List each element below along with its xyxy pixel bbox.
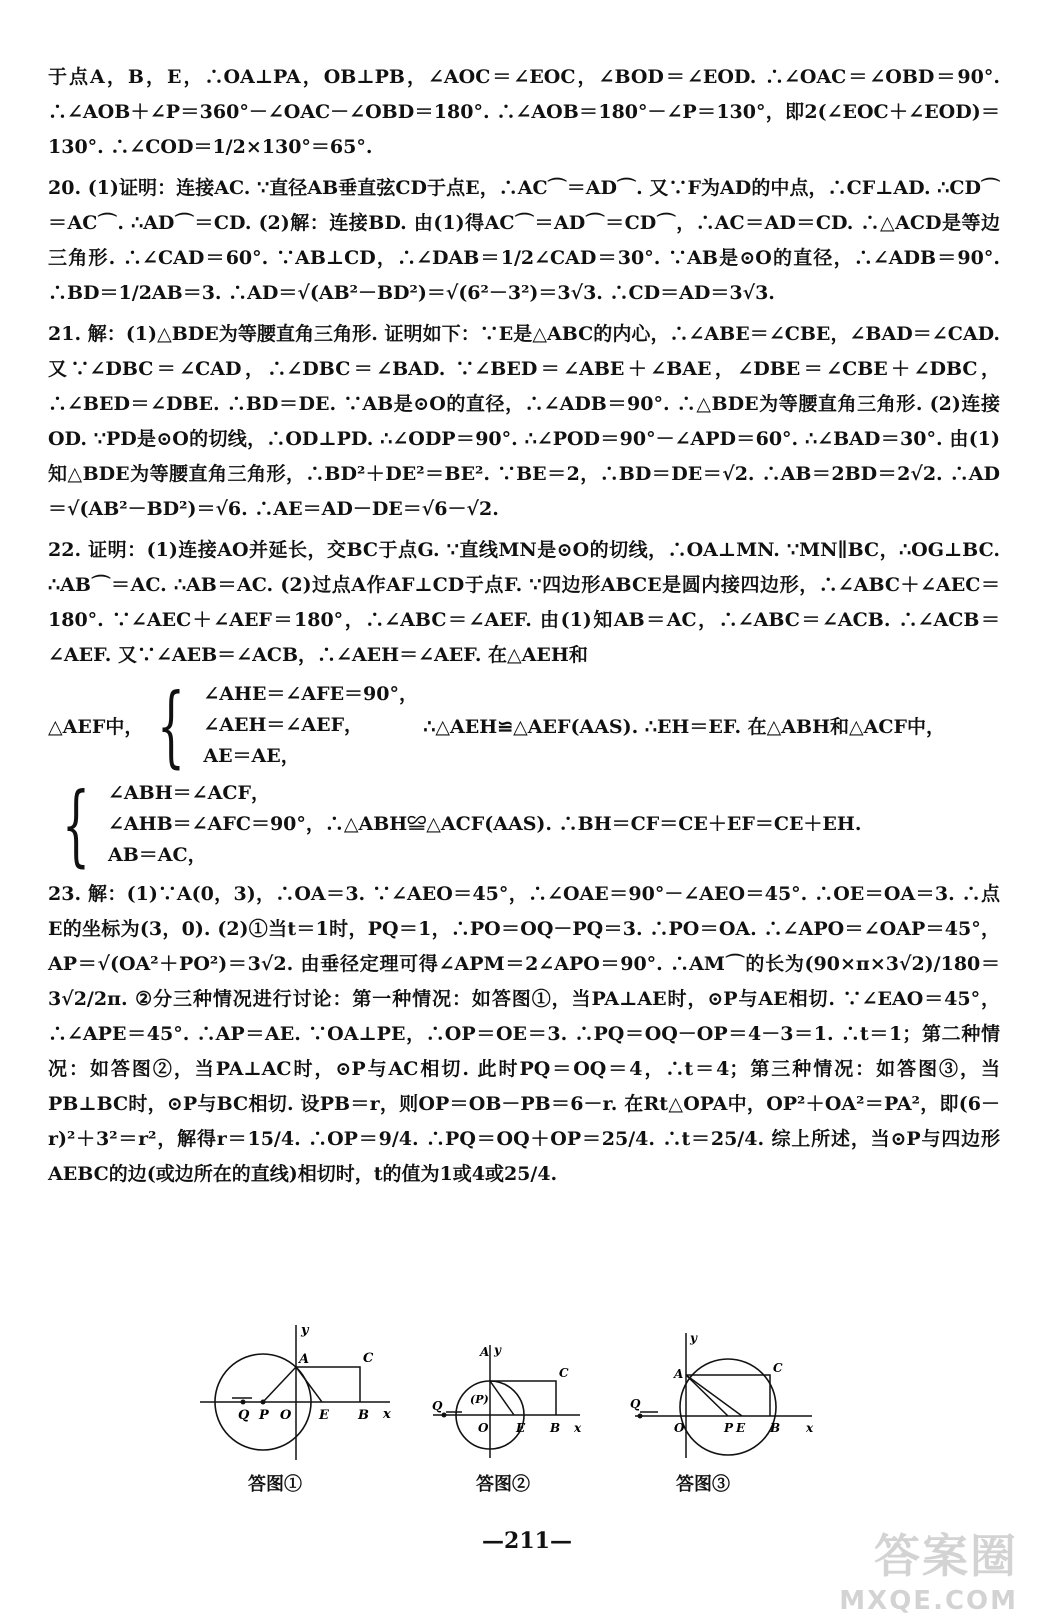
q22-system-2-line-3: AB＝AC， (108, 844, 207, 866)
figure-label: A (674, 1367, 684, 1381)
figure-1 (200, 1320, 400, 1470)
figure-label: O (280, 1408, 292, 1423)
watermark-line-2: MXQE.COM (839, 1586, 1018, 1616)
watermark-line-1: 答案圈 (874, 1529, 1018, 1583)
answer-figures (200, 1320, 820, 1520)
page-number: —211— (482, 1528, 572, 1554)
q22-system-1-line-2: ∠AEH＝∠AEF， (203, 714, 364, 736)
figure-label: B (770, 1421, 781, 1435)
figure-label: x (806, 1421, 814, 1435)
figure-label: C (773, 1361, 783, 1375)
figure-label: y (301, 1323, 309, 1338)
figure-3-caption: 答图③ (676, 1474, 730, 1495)
figure-2-caption: 答图② (476, 1474, 530, 1495)
q19-tail: 于点A，B，E，∴OA⊥PA，OB⊥PB，∠AOC＝∠EOC，∠BOD＝∠EOD. ∴∠OAC＝∠OBD＝90°. ∴∠AOB＋∠P＝360°－∠OAC－∠OBD＝180°. ∴∠AOB＝180°－∠P＝130°，即2(∠EOC＋∠EOD)＝130°. ∴∠COD＝1/2×130°＝65°. (48, 66, 1000, 158)
figure-label: E (736, 1421, 746, 1435)
figure-label: x (383, 1407, 391, 1422)
figure-label: A (299, 1352, 310, 1367)
figure-label: E (319, 1408, 329, 1423)
q22-system-1-line-1: ∠AHE＝∠AFE＝90°， (203, 683, 418, 705)
figure-label: C (363, 1351, 374, 1366)
brace-symbol: { (157, 673, 186, 777)
question-22: 22. 证明：(1)连接AO并延长，交BC于点G. ∵直线MN是⊙O的切线，∴OA⊥MN. ∵MN∥BC，∴OG⊥BC. ∴AB⌒＝AC. ∴AB＝AC. (2)过点A作AF⊥CD于点F. ∵四边形ABCE是圆内接四边形，∴∠ABC＋∠AEC＝180°. ∵∠AEC＋∠AEF＝180°，∴∠ABC＝∠AEF. 由(1)知AB＝AC，∴∠ABC＝∠ACB. ∴∠ACB＝∠AEF. 又∵∠AEB＝∠ACB，∴∠AEH＝∠AEF. 在△AEH和 (48, 539, 1000, 666)
figure-label: y (690, 1331, 697, 1345)
figure-label: Q (432, 1399, 443, 1413)
question-20: 20. (1)证明：连接AC. ∵直径AB垂直弦CD于点E，∴AC⌒＝AD⌒. 又∵F为AD的中点，∴CF⊥AD. ∴CD⌒＝AC⌒. ∴AD⌒＝CD. (2)解：连接BD. 由(1)得AC⌒＝AD⌒＝CD⌒，∴AC＝AD＝CD. ∴△ACD是等边三角形. ∴∠CAD＝60°. ∵AB⊥CD，∴∠DAB＝1/2∠CAD＝30°. ∵AB是⊙O的直径，∴∠ADB＝90°. ∴BD＝1/2AB＝3. ∴AD＝√(AB²－BD²)＝√(6²－3²)＝3√3. ∴CD＝AD＝3√3. (48, 177, 1000, 304)
figure-label: O (674, 1421, 685, 1435)
figure-label: Q (630, 1397, 641, 1411)
q22-system-1-suffix: ∴△AEH≌△AEF(AAS). ∴EH＝EF. 在△ABH和△ACF中， (423, 716, 946, 738)
figure-label: C (559, 1366, 569, 1380)
q22-system-2-line-1: ∠ABH＝∠ACF， (108, 782, 270, 804)
figure-label: E (516, 1421, 526, 1435)
answer-text-body (48, 60, 1000, 1198)
figure-label: x (574, 1421, 582, 1435)
q22-system-2 (48, 772, 1000, 876)
figure-label: A (480, 1345, 490, 1359)
question-23: 23. 解：(1)∵A(0，3)，∴OA＝3. ∵∠AEO＝45°，∴∠OAE＝90°－∠AEO＝45°. ∴OE＝OA＝3. ∴点E的坐标为(3，0). (2)①当t＝1时，PQ＝1，∴PO＝OQ－PQ＝3. ∴PO＝OA. ∴∠APO＝∠OAP＝45°，AP＝√(OA²＋PO²)＝3√2. 由垂径定理可得∠APM＝2∠APO＝90°. ∴AM⌒的长为(90×π×3√2)/180＝3√2/2π. ②分三种情况进行讨论：第一种情况：如答图①，当PA⊥AE时，⊙P与AE相切. ∵∠EAO＝45°，∴∠APE＝45°. ∴AP＝AE. ∵OA⊥PE，∴OP＝OE＝3. ∴PQ＝OQ－OP＝4－3＝1. ∴t＝1；第二种情况：如答图②，当PA⊥AC时，⊙P与AC相切. 此时PQ＝OQ＝4，∴t＝4；第三种情况：如答图③，当PB⊥BC时，⊙P与BC相切. 设PB＝r，则OP＝OB－PB＝6－r. 在Rt△OPA中，OP²＋OA²＝PA²，即(6－r)²＋3²＝r²，解得r＝15/4. ∴OP＝9/4. ∴PQ＝OQ＋OP＝25/4. ∴t＝25/4. 综上所述，当⊙P与四边形AEBC的边(或边所在的直线)相切时，t的值为1或4或25/4. (48, 883, 1000, 1185)
brace-symbol: { (62, 772, 90, 876)
figure-label: O (478, 1421, 489, 1435)
q22-system-2-line-2: ∠AHB＝∠AFC＝90°，∴△ABH≌△ACF(AAS). ∴BH＝CF＝CE＋EF＝CE＋EH. (108, 813, 862, 835)
figure-label: B (358, 1408, 369, 1423)
figure-label: (P) (470, 1393, 489, 1406)
figure-label: Q (238, 1408, 250, 1423)
figure-1-caption: 答图① (248, 1474, 302, 1495)
watermark-logo (839, 1520, 1018, 1616)
figure-label: B (550, 1421, 561, 1435)
figure-label: P (259, 1408, 269, 1423)
q22-system-1-line-3: AE＝AE， (203, 745, 300, 767)
q22-system-1 (48, 673, 1000, 777)
figure-3 (630, 1328, 820, 1468)
figure-label: P (724, 1421, 734, 1435)
q22-system-1-prefix: △AEF中， (48, 716, 144, 738)
figure-2 (428, 1340, 588, 1470)
figure-label: y (494, 1343, 501, 1357)
question-21: 21. 解：(1)△BDE为等腰直角三角形. 证明如下：∵E是△ABC的内心，∴∠ABE＝∠CBE，∠BAD＝∠CAD. 又∵∠DBC＝∠CAD，∴∠DBC＝∠BAD. ∵∠BED＝∠ABE＋∠BAE，∠DBE＝∠CBE＋∠DBC，∴∠BED＝∠DBE. ∴BD＝DE. ∵AB是⊙O的直径，∴∠ADB＝90°. ∴△BDE为等腰直角三角形. (2)连接OD. ∵PD是⊙O的切线，∴OD⊥PD. ∴∠ODP＝90°. ∴∠POD＝90°－∠APD＝60°. ∴∠BAD＝30°. 由(1)知△BDE为等腰直角三角形，∴BD²＋DE²＝BE². ∵BE＝2，∴BD＝DE＝√2. ∴AB＝2BD＝2√2. ∴AD＝√(AB²－BD²)＝√6. ∴AE＝AD－DE＝√6－√2. (48, 323, 1000, 520)
